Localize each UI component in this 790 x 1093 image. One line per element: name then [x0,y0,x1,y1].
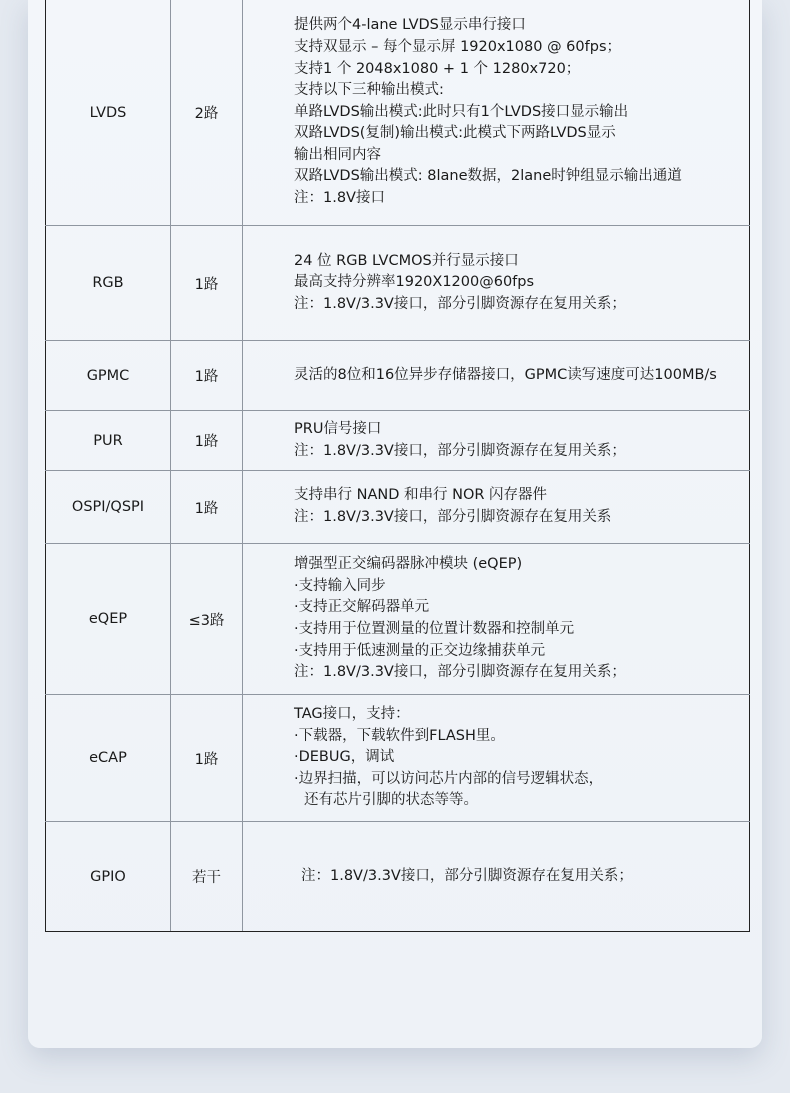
interface-count: 1路 [171,411,243,471]
description-line: ·支持正交解码器单元 [294,599,430,616]
table-row [46,544,750,695]
description-line: 双路LVDS输出模式: 8lane数据，2lane时钟组显示输出通道 [294,168,682,185]
table-row [46,695,750,822]
description-line: ·边界扫描，可以访问芯片内部的信号逻辑状态， [294,770,604,787]
description-line: 灵活的8位和16位异步存储器接口，GPMC读写速度可达100MB/s [294,366,717,383]
description-line: 单路LVDS输出模式:此时只有1个LVDS接口显示输出 [294,103,629,120]
interface-name: PUR [46,411,171,471]
interface-name: eCAP [46,695,171,822]
interface-spec-table [45,0,750,932]
description-line: 增强型正交编码器脉冲模块 (eQEP) [294,556,523,573]
table-row [46,471,750,544]
interface-description [243,695,750,822]
interface-count: ≤3路 [171,544,243,695]
interface-name: LVDS [46,0,171,226]
description-line: 支持串行 NAND 和串行 NOR 闪存器件 [294,487,548,504]
interface-description [243,226,750,341]
description-line: 24 位 RGB LVCMOS并行显示接口 [294,252,519,269]
interface-description [243,822,750,932]
interface-name: eQEP [46,544,171,695]
description-line: 注：1.8V/3.3V接口，部分引脚资源存在复用关系； [294,442,626,459]
description-line: ·支持用于位置测量的位置计数器和控制单元 [294,621,575,637]
description-line: ·下载器，下载软件到FLASH里。 [294,727,505,744]
description-line: ·支持用于低速测量的正交边缘捕获单元 [294,642,546,659]
interface-name: GPMC [46,341,171,411]
interface-name: GPIO [46,822,171,932]
interface-count: 2路 [171,0,243,226]
description-line: 双路LVDS(复制)输出模式:此模式下两路LVDS显示 [294,125,616,142]
interface-count: 若干 [171,822,243,932]
description-line: 注：1.8V/3.3V接口，部分引脚资源存在复用关系； [301,867,633,884]
interface-name: OSPI/QSPI [46,471,171,544]
description-line: 支持1 个 2048x1080 + 1 个 1280x720； [294,60,581,77]
description-line: 还有芯片引脚的状态等等。 [304,792,478,809]
description-line: 注：1.8V/3.3V接口，部分引脚资源存在复用关系 [294,509,612,525]
description-line: ·支持输入同步 [294,577,386,594]
interface-count: 1路 [171,226,243,341]
interface-name: RGB [46,226,171,341]
description-line: 注：1.8V/3.3V接口，部分引脚资源存在复用关系； [294,295,626,312]
description-line: 支持以下三种输出模式: [294,82,444,99]
description-line: 提供两个4-lane LVDS显示串行接口 [294,17,526,34]
interface-description [243,341,750,411]
table-row [46,0,750,226]
description-line: 输出相同内容 [294,146,381,163]
description-line: ·DEBUG，调试 [294,749,395,766]
description-line: TAG接口，支持： [294,706,410,723]
description-line: 注：1.8V/3.3V接口，部分引脚资源存在复用关系； [294,664,626,681]
interface-description [243,411,750,471]
table-row [46,822,750,932]
description-line: 注：1.8V接口 [294,190,385,207]
interface-count: 1路 [171,341,243,411]
interface-description [243,471,750,544]
table-row [46,341,750,411]
table-row [46,411,750,471]
description-line: PRU信号接口 [294,420,382,437]
interface-count: 1路 [171,471,243,544]
interface-count: 1路 [171,695,243,822]
table-row [46,226,750,341]
interface-description [243,0,750,226]
interface-description [243,544,750,695]
description-line: 最高支持分辨率1920X1200@60fps [294,274,535,291]
description-line: 支持双显示 – 每个显示屏 1920x1080 @ 60fps； [294,38,621,55]
